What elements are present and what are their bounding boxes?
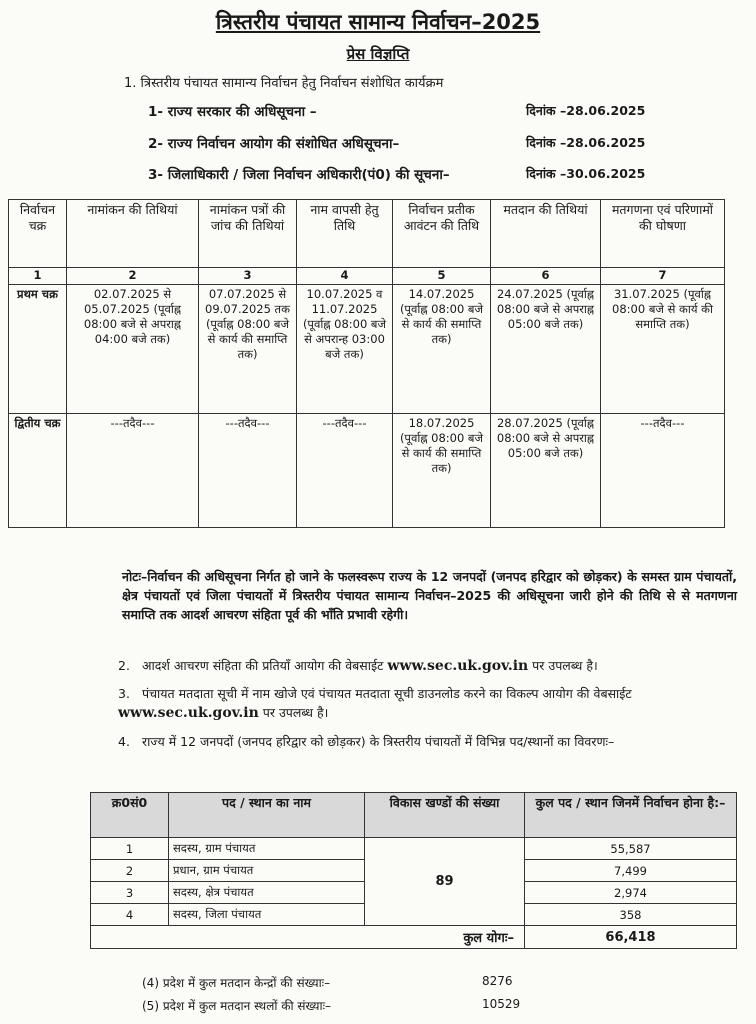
point-number: 2. bbox=[118, 658, 130, 673]
header-cell: निर्वाचन प्रतीक आवंटन की तिथि bbox=[393, 200, 491, 268]
header-cell: नामांकन पत्रों की जांच की तिथियां bbox=[199, 200, 297, 268]
point-text: पर उपलब्ध है। bbox=[528, 658, 598, 673]
table-cell: 28.07.2025 (पूर्वाह्न 08:00 बजे से अपराह्न 05:00 बजे तक) bbox=[491, 414, 601, 528]
header-cell: विकास खण्डों की संख्या bbox=[365, 793, 525, 838]
table-cell: ---तदैव--- bbox=[601, 414, 725, 528]
table-cell: 07.07.2025 से 09.07.2025 तक (पूर्वाह्न 08:00 बजे से कार्य की समाप्ति तक) bbox=[199, 285, 297, 414]
table-cell: 18.07.2025 (पूर्वाह्न 08:00 बजे से कार्य की समाप्ति तक) bbox=[393, 414, 491, 528]
serial-number: 3 bbox=[91, 882, 169, 904]
table-header-row bbox=[9, 200, 725, 268]
header-cell: पद / स्थान का नाम bbox=[169, 793, 365, 838]
election-schedule-table bbox=[8, 199, 725, 528]
serial-number: 2 bbox=[91, 860, 169, 882]
footer-stat bbox=[142, 997, 521, 1014]
point-text: आदर्श आचरण संहिता की प्रतियाँ आयोग की वेबसाईट bbox=[142, 658, 388, 673]
block-count: 89 bbox=[365, 838, 525, 926]
header-cell: क्र0सं0 bbox=[91, 793, 169, 838]
phase-label: द्वितीय चक्र bbox=[9, 414, 67, 528]
press-release-heading: प्रेस विज्ञप्ति bbox=[346, 45, 410, 63]
point-number: 4. bbox=[118, 734, 130, 749]
column-number: 2 bbox=[67, 268, 199, 285]
schedule-item-date: दिनांक –28.06.2025 bbox=[526, 135, 646, 150]
post-count: 358 bbox=[525, 904, 737, 926]
serial-number: 1 bbox=[91, 838, 169, 860]
total-row bbox=[91, 926, 737, 949]
table-row bbox=[9, 414, 725, 528]
point-text: पर उपलब्ध है। bbox=[258, 705, 329, 720]
point-item bbox=[118, 656, 738, 676]
point-text: राज्य में 12 जनपदों (जनपद हरिद्वार को छोड़कर) के त्रिस्तरीय पंचायतों में विभिन्न पद/स्थानों का विवरणः– bbox=[142, 734, 615, 749]
schedule-intro: 1. त्रिस्तरीय पंचायत सामान्य निर्वाचन हेतु निर्वाचन संशोधित कार्यक्रम bbox=[124, 76, 444, 91]
header-cell: मतगणना एवं परिणामों की घोषणा bbox=[601, 200, 725, 268]
post-count: 55,587 bbox=[525, 838, 737, 860]
table-cell: 31.07.2025 (पूर्वाह्न 08:00 बजे से कार्य की समाप्ति तक) bbox=[601, 285, 725, 414]
column-number: 4 bbox=[297, 268, 393, 285]
table-cell: ---तदैव--- bbox=[297, 414, 393, 528]
point-text: पंचायत मतदाता सूची में नाम खोजे एवं पंचायत मतदाता सूची डाउनलोड करने का विकल्प आयोग की वेबसाईट bbox=[142, 686, 632, 701]
table-cell: ---तदैव--- bbox=[199, 414, 297, 528]
footer-stat-value: 10529 bbox=[482, 997, 521, 1011]
footer-stat-label: (5) प्रदेश में कुल मतदान स्थलों की संख्याः– bbox=[142, 999, 332, 1013]
post-name: सदस्य, ग्राम पंचायत bbox=[169, 838, 365, 860]
table-cell: 02.07.2025 से 05.07.2025 (पूर्वाह्न 08:00 बजे से अपराह्न 04:00 बजे तक) bbox=[67, 285, 199, 414]
point-item bbox=[118, 732, 738, 751]
column-number-row bbox=[9, 268, 725, 285]
schedule-item-label: 2- राज्य निर्वाचन आयोग की संशोधित अधिसूचना– bbox=[148, 136, 400, 152]
schedule-item-date: दिनांक –30.06.2025 bbox=[526, 166, 646, 181]
schedule-item bbox=[148, 165, 668, 183]
header-cell: मतदान की तिथियां bbox=[491, 200, 601, 268]
table-cell: 24.07.2025 (पूर्वाह्न 08:00 बजे से अपराह्न 05:00 बजे तक) bbox=[491, 285, 601, 414]
point-number: 3. bbox=[118, 686, 130, 701]
total-label: कुल योगः– bbox=[91, 926, 525, 949]
page-title: त्रिस्तरीय पंचायत सामान्य निर्वाचन–2025 bbox=[215, 10, 541, 34]
header-cell: निर्वाचन चक्र bbox=[9, 200, 67, 268]
schedule-item-label: 3- जिलाधिकारी / जिला निर्वाचन अधिकारी(पं0) की सूचना– bbox=[148, 167, 450, 183]
post-name: सदस्य, क्षेत्र पंचायत bbox=[169, 882, 365, 904]
post-count: 2,974 bbox=[525, 882, 737, 904]
post-name: प्रधान, ग्राम पंचायत bbox=[169, 860, 365, 882]
schedule-item bbox=[148, 102, 668, 120]
table-cell: 10.07.2025 व 11.07.2025 (पूर्वाह्न 08:00 बजे से अपरान्ह 03:00 बजे तक) bbox=[297, 285, 393, 414]
table-header-row bbox=[91, 793, 737, 838]
header-cell: नाम वापसी हेतु तिथि bbox=[297, 200, 393, 268]
point-item bbox=[118, 684, 738, 723]
table-cell: 14.07.2025 (पूर्वाह्न 08:00 बजे से कार्य की समाप्ति तक) bbox=[393, 285, 491, 414]
header-cell: कुल पद / स्थान जिनमें निर्वाचन होना है:– bbox=[525, 793, 737, 838]
column-number: 7 bbox=[601, 268, 725, 285]
column-number: 1 bbox=[9, 268, 67, 285]
phase-label: प्रथम चक्र bbox=[9, 285, 67, 414]
serial-number: 4 bbox=[91, 904, 169, 926]
posts-table bbox=[90, 792, 737, 949]
table-row bbox=[91, 838, 737, 860]
table-cell: ---तदैव--- bbox=[67, 414, 199, 528]
schedule-item bbox=[148, 134, 668, 152]
post-name: सदस्य, जिला पंचायत bbox=[169, 904, 365, 926]
column-number: 6 bbox=[491, 268, 601, 285]
schedule-item-label: 1- राज्य सरकार की अधिसूचना – bbox=[148, 104, 317, 120]
header-cell: नामांकन की तिथियां bbox=[67, 200, 199, 268]
schedule-item-date: दिनांक –28.06.2025 bbox=[526, 103, 646, 118]
column-number: 5 bbox=[393, 268, 491, 285]
website-link[interactable]: www.sec.uk.gov.in bbox=[118, 705, 259, 721]
website-link[interactable]: www.sec.uk.gov.in bbox=[387, 658, 529, 674]
total-value: 66,418 bbox=[525, 926, 737, 949]
footer-stat bbox=[142, 974, 513, 991]
note-paragraph: नोटः–निर्वाचन की अधिसूचना निर्गत हो जाने के फलस्वरूप राज्य के 12 जनपदों (जनपद हरिद्वार को छोड़कर) के समस्त ग्राम पंचायतों, क्षेत्र पंचायतों एवं जिला पंचायतों में त्रिस्तरीय पंचायत सामान्य निर्वाचन–2025 की अधिसूचना जारी होने की तिथि से से मतगणना समाप्ति तक आदर्श आचरण संहिता पूर्व की भाँति प्रभावी रहेगी। bbox=[122, 569, 737, 622]
table-row bbox=[9, 285, 725, 414]
column-number: 3 bbox=[199, 268, 297, 285]
post-count: 7,499 bbox=[525, 860, 737, 882]
footer-stat-label: (4) प्रदेश में कुल मतदान केन्द्रों की संख्याः– bbox=[142, 976, 331, 990]
footer-stat-value: 8276 bbox=[482, 974, 513, 988]
